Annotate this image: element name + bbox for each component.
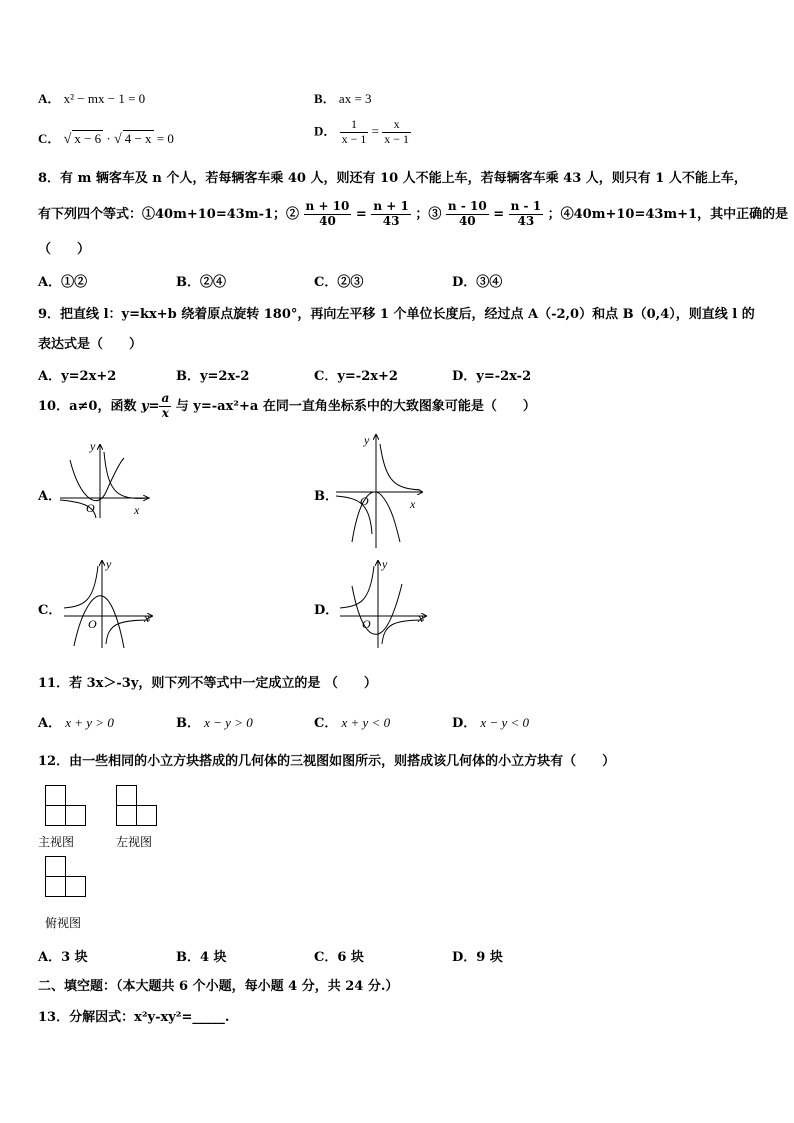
q13-question: 13．分解因式：x²y-xy²=_____. (38, 1010, 230, 1025)
q10-d-origin: O (362, 617, 371, 631)
q8-line2: 有下列四个等式：①40m+10=43m-1；② $\frac{n + 10}{40}$ = $\frac{n + 1}{43}$ ；③ $\frac{n - 10}{40}$ = $\frac{n - 1}{43}$ ；④40m+10=43m+1，其中正确的是 (38, 199, 789, 228)
q11-option-d: D． x − y < 0 (452, 715, 530, 731)
q10-c-origin: O (88, 617, 97, 631)
q10-c-axis-x: x (144, 611, 150, 625)
q8-line1: 8．有 m 辆客车及 n 个人，若每辆客车乘 40 人，则还有 10 人不能上车，若每辆客车乘 43 人，则只有 1 人不能上车， (38, 171, 747, 186)
section-2-heading: 二、填空题：（本大题共 6 个小题，每小题 4 分，共 24 分.） (38, 979, 399, 994)
q8-line3: （ ） (38, 242, 91, 257)
q12-option-b: B．4 块 (176, 950, 227, 965)
q11-option-c: C． x + y < 0 (314, 715, 391, 731)
q10-option-b-label: B． (314, 489, 338, 504)
q7-option-c: C． √ x − 6 · √ 4 − x = 0 (38, 131, 174, 147)
q10-option-a-label: A． (38, 489, 62, 504)
q9-option-a: A．y=2x+2 (38, 369, 117, 384)
q9-line2: 表达式是（ ） (38, 337, 143, 352)
q10-option-c-label: C． (38, 603, 62, 618)
q10-option-d-label: D． (314, 603, 339, 618)
q9-option-b: B．y=2x-2 (176, 369, 250, 384)
q9-option-d: D．y=-2x-2 (452, 369, 532, 384)
q10-a-origin: O (86, 501, 95, 515)
q12-option-a: A．3 块 (38, 950, 88, 965)
q7-option-b: B． ax = 3 (314, 91, 372, 106)
q10-a-axis-y: y (90, 440, 96, 453)
q10-c-axis-y: y (106, 557, 112, 571)
q10-graph-d (338, 556, 438, 651)
q10-d-axis-x: x (418, 611, 424, 625)
q8-option-d: D．③④ (452, 275, 503, 290)
q10-graph-a (58, 440, 158, 520)
q10-graph-c (62, 556, 162, 651)
q8-option-c: C．②③ (314, 275, 364, 290)
q10-b-axis-y: y (364, 433, 370, 447)
q8-option-a: A．①② (38, 275, 88, 290)
q8-option-b: B．②④ (176, 275, 226, 290)
q11-option-a: A． x + y > 0 (38, 715, 114, 731)
q10-b-axis-x: x (410, 497, 416, 511)
q10-question: 10．a≠0，函数 y= $\frac{a}{x}$ 与 y=-ax²+a 在同一直角坐标系中的大致图象可能是（ ） (38, 391, 536, 420)
q10-a-axis-x: x (134, 503, 140, 517)
q12-question: 12．由一些相同的小立方块搭成的几何体的三视图如图所示，则搭成该几何体的小立方块有（ ） (38, 754, 616, 769)
q9-option-c: C．y=-2x+2 (314, 369, 398, 384)
q12-top-view-caption: 俯视图 (45, 916, 82, 930)
q11-option-b: B． x − y > 0 (176, 715, 253, 731)
q10-b-origin: O (360, 494, 369, 508)
q12-option-d: D．9 块 (452, 950, 503, 965)
q12-front-view-caption: 主视图 (38, 835, 75, 849)
q9-line1: 9．把直线 l：y=kx+b 绕着原点旋转 180°，再向左平移 1 个单位长度后，经过点 A（-2,0）和点 B（0,4），则直线 l 的 (38, 307, 755, 322)
q7-option-d: D． $\frac{1}{x - 1}$ = $\frac{x}{x - 1}$ (314, 117, 410, 146)
q12-option-c: C．6 块 (314, 950, 364, 965)
q7-option-a: A． x² − mx − 1 = 0 (38, 91, 146, 106)
q10-d-axis-y: y (382, 557, 388, 571)
q10-graph-b (334, 430, 434, 550)
q11-question: 11．若 3x＞-3y，则下列不等式中一定成立的是 （ ） (38, 676, 377, 691)
q12-left-view-caption: 左视图 (116, 835, 153, 849)
